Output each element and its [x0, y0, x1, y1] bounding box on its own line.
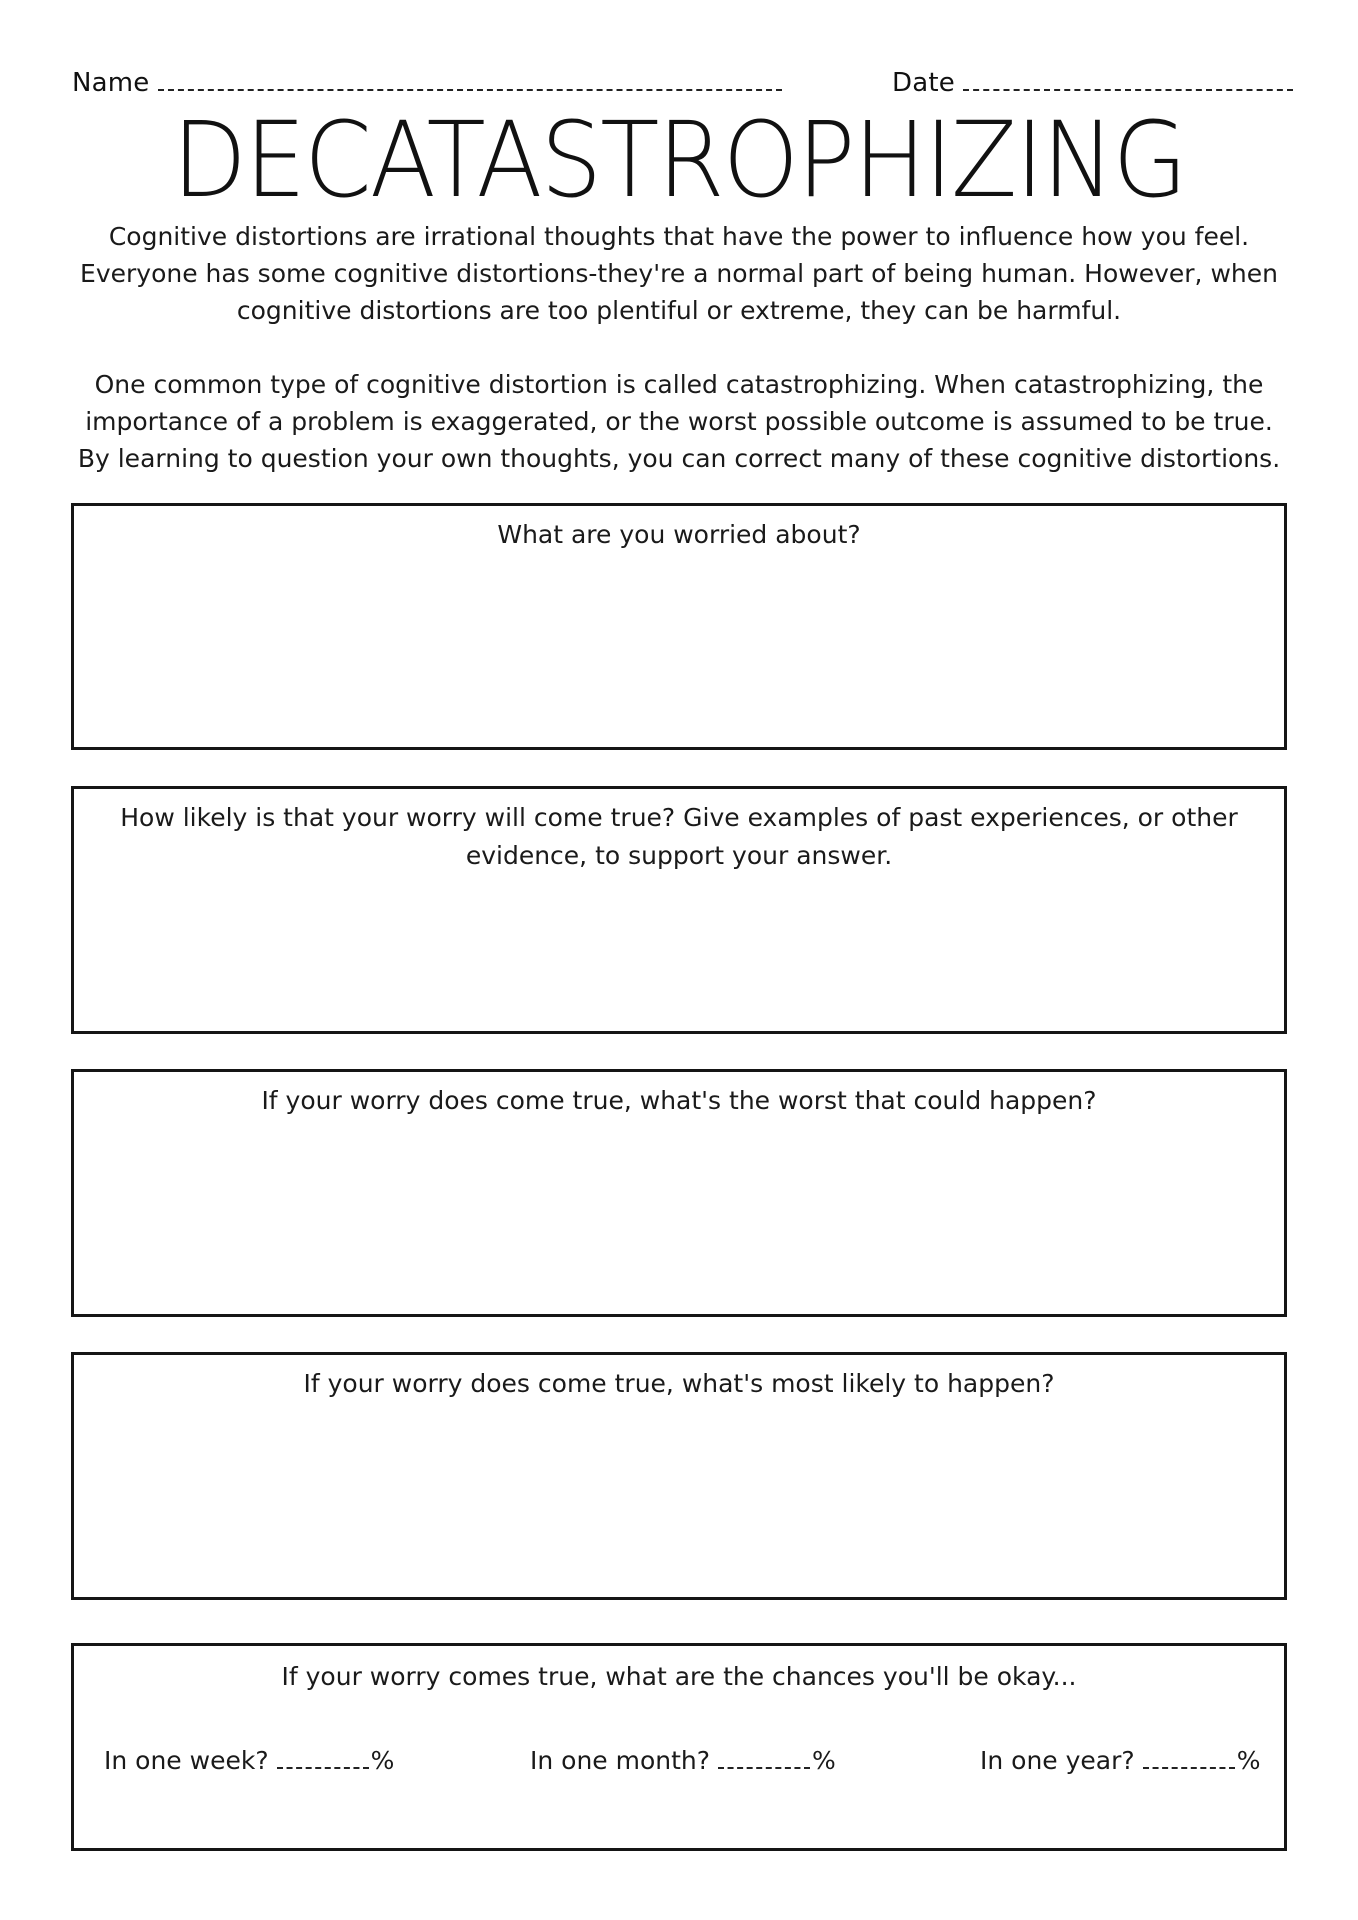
- chance-year: [980, 1746, 1260, 1775]
- chance-week-blank[interactable]: [277, 1767, 369, 1769]
- chance-month-label: In one month?: [530, 1746, 711, 1775]
- chance-year-blank[interactable]: [1143, 1767, 1235, 1769]
- name-label: Name: [72, 68, 150, 98]
- name-line[interactable]: [158, 89, 782, 91]
- date-field[interactable]: [892, 68, 1293, 98]
- worry-answer-box[interactable]: [71, 503, 1287, 750]
- chances-prompt: If your worry comes true, what are the chances you'll be okay...: [281, 1662, 1077, 1691]
- likely-outcome-answer-box[interactable]: [71, 1352, 1287, 1600]
- chance-week: [104, 1746, 394, 1775]
- chance-year-unit: %: [1236, 1746, 1261, 1775]
- chances-box: [71, 1643, 1287, 1851]
- page-title: DECATASTROPHIZING: [172, 99, 1186, 221]
- chance-week-unit: %: [370, 1746, 395, 1775]
- worry-prompt: What are you worried about?: [497, 520, 861, 549]
- chance-week-label: In one week?: [104, 1746, 269, 1775]
- chance-year-label: In one year?: [980, 1746, 1135, 1775]
- intro-paragraph-2: One common type of cognitive distortion is called catastrophizing. When catastrophizing, the importance of a problem is exaggerated, or the worst possible outcome is assumed to be true. By learning to question your own thoughts, you can correct many of these cognitive distortions.: [77, 370, 1281, 473]
- intro-paragraph-1: Cognitive distortions are irrational thoughts that have the power to influence how you feel. Everyone has some cognitive distortions-they're a normal part of being human. However, when cognitive distortions are too plentiful or extreme, they can be harmful.: [80, 222, 1278, 325]
- date-line[interactable]: [963, 89, 1293, 91]
- worst-case-prompt: If your worry does come true, what's the worst that could happen?: [261, 1086, 1097, 1115]
- likelihood-answer-box[interactable]: [71, 786, 1287, 1034]
- likely-outcome-prompt: If your worry does come true, what's most likely to happen?: [303, 1369, 1055, 1398]
- chance-month-blank[interactable]: [718, 1767, 810, 1769]
- date-label: Date: [892, 68, 955, 98]
- name-field[interactable]: [72, 68, 782, 98]
- likelihood-prompt: How likely is that your worry will come true? Give examples of past experiences, or other evidence, to support your answer.: [120, 803, 1238, 870]
- worst-case-answer-box[interactable]: [71, 1069, 1287, 1317]
- chance-month-unit: %: [812, 1746, 836, 1775]
- chance-month: [530, 1746, 836, 1775]
